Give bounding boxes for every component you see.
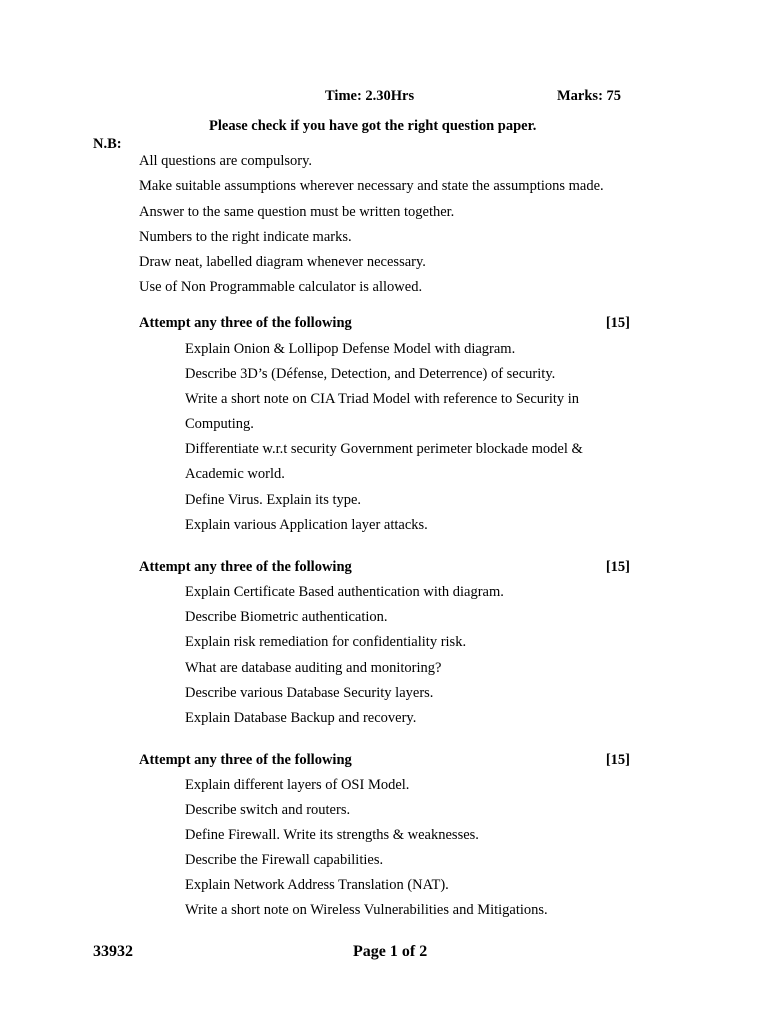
exam-marks: Marks: 75 [557, 88, 622, 104]
question-heading-text: Attempt any three of the following [139, 559, 352, 575]
question-line: Explain Certificate Based authentication with diagram. [185, 584, 504, 600]
question-line: Explain Network Address Translation (NAT). [185, 877, 449, 893]
question-line: Explain Database Backup and recovery. [185, 710, 417, 726]
question-line: Explain Onion & Lollipop Defense Model with diagram. [185, 341, 516, 357]
question-marks: [15] [605, 752, 630, 768]
question-line: Computing. [185, 416, 254, 432]
page-number: Page 1 of 2 [353, 943, 428, 960]
question-heading-text: Attempt any three of the following [139, 752, 352, 768]
check-paper-note: Please check if you have got the right question paper. [209, 118, 537, 134]
question-line: Write a short note on CIA Triad Model with reference to Security in [185, 391, 580, 407]
question-line: Describe 3D’s (Défense, Detection, and Deterrence) of security. [185, 366, 556, 382]
question-heading [139, 752, 630, 769]
question-heading-text: Attempt any three of the following [139, 315, 352, 331]
instruction-item: Answer to the same question must be written together. [139, 204, 455, 220]
question-heading [139, 559, 630, 576]
instruction-item: Draw neat, labelled diagram whenever necessary. [139, 254, 426, 270]
question-heading [139, 315, 630, 332]
question-line: Define Firewall. Write its strengths & weaknesses. [185, 827, 479, 843]
question-line: Describe the Firewall capabilities. [185, 852, 384, 868]
question-line: Explain various Application layer attacks. [185, 517, 428, 533]
question-line: Explain different layers of OSI Model. [185, 777, 410, 793]
instruction-item: Numbers to the right indicate marks. [139, 229, 352, 245]
instruction-item: Use of Non Programmable calculator is allowed. [139, 279, 423, 295]
question-line: Write a short note on Wireless Vulnerabilities and Mitigations. [185, 902, 548, 918]
instruction-item: All questions are compulsory. [139, 153, 313, 169]
question-line: Differentiate w.r.t security Government perimeter blockade model & [185, 441, 583, 457]
question-line: Describe Biometric authentication. [185, 609, 388, 625]
question-line: Describe switch and routers. [185, 802, 351, 818]
paper-code: 33932 [93, 943, 133, 960]
question-line: Describe various Database Security layers. [185, 685, 434, 701]
question-line: What are database auditing and monitoring? [185, 660, 442, 676]
question-marks: [15] [605, 315, 630, 331]
question-line: Academic world. [185, 466, 285, 482]
exam-time: Time: 2.30Hrs [325, 88, 415, 104]
nb-label: N.B: [93, 136, 122, 152]
question-line: Explain risk remediation for confidentiality risk. [185, 634, 467, 650]
instruction-item: Make suitable assumptions wherever necessary and state the assumptions made. [139, 178, 604, 194]
question-line: Define Virus. Explain its type. [185, 492, 362, 508]
question-marks: [15] [605, 559, 630, 575]
